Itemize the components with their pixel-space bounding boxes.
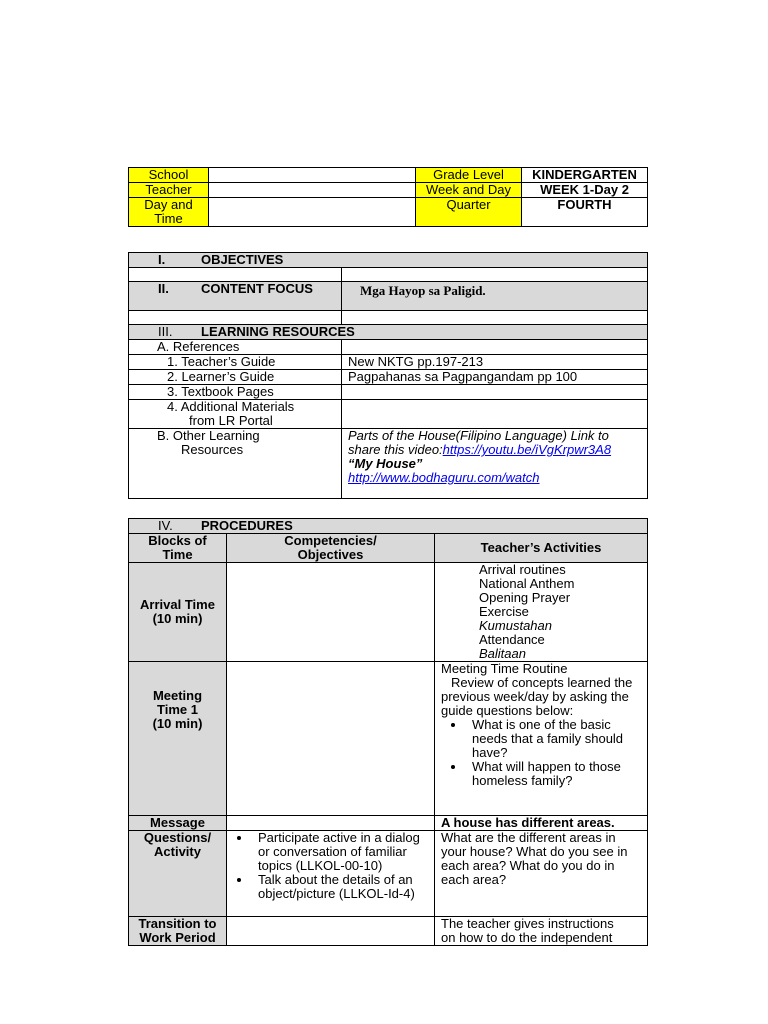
transition-activities: [435, 917, 648, 946]
meeting-review: Review of concepts learned the previous week/day by asking the guide questions below:: [441, 675, 633, 718]
week-day-value: WEEK 1-Day 2: [522, 183, 648, 198]
arrival-item: Arrival routines: [479, 562, 566, 577]
my-house-title: “My House”: [348, 456, 423, 471]
questions-activities: What are the different areas in your house? What do you see in each area? What do you do in each area?: [435, 831, 648, 917]
ref-additional-materials-value: [342, 400, 648, 429]
resources-title: LEARNING RESOURCES: [201, 324, 355, 339]
objectives-title: OBJECTIVES: [201, 252, 284, 267]
arrival-competencies: [227, 563, 435, 662]
content-focus-heading: [129, 282, 342, 311]
transition-text-line1: The teacher gives instructions: [441, 916, 614, 931]
content-focus-value: Mga Hayop sa Paligid.: [342, 282, 648, 311]
transition-label: [129, 917, 227, 946]
arrival-item: Exercise: [479, 604, 529, 619]
arrival-item: Kumustahan: [479, 618, 552, 633]
school-value: [209, 168, 416, 183]
school-label: School: [129, 168, 209, 183]
procedures-number: IV.: [158, 518, 173, 533]
transition-competencies: [227, 917, 435, 946]
col-teacher-activities: Teacher’s Activities: [435, 534, 648, 563]
header-table: [128, 167, 648, 227]
meeting-questions-list: [441, 718, 644, 788]
teacher-value: [209, 183, 416, 198]
ref-learners-guide-value: Pagpahanas sa Pagpangandam pp 100: [342, 370, 648, 385]
arrival-item: Opening Prayer: [479, 590, 571, 605]
day-time-label: [129, 198, 209, 227]
questions-line2: Activity: [154, 844, 201, 859]
other-resources-text: Parts of the House(Filipino Language) Link to: [348, 428, 609, 443]
additional-materials-line1: 4. Additional Materials: [167, 399, 295, 414]
additional-materials-line2: from LR Portal: [189, 413, 273, 428]
message-competencies: [227, 816, 435, 831]
arrival-line1: Arrival Time: [140, 597, 215, 612]
arrival-item: Attendance: [479, 632, 545, 647]
col-blocks-of-time: [129, 534, 227, 563]
questions-activity-label: [129, 831, 227, 917]
meeting-line3: (10 min): [152, 716, 203, 731]
resources-number: III.: [158, 324, 173, 339]
grade-level-label: Grade Level: [416, 168, 522, 183]
transition-line1: Transition to: [138, 916, 217, 931]
other-resources-label: [129, 429, 342, 499]
competency-item: • Participate active in a dialog or conversation of familiar topics (LLKOL-00-10): [252, 831, 431, 873]
meeting-line2: Time 1: [157, 702, 198, 717]
col-blocks-line2: Time: [162, 547, 193, 562]
content-number: II.: [158, 281, 169, 296]
message-label: Message: [129, 816, 227, 831]
objectives-right: [342, 268, 648, 282]
ref-textbook-pages-value: [342, 385, 648, 400]
col-comp-line1: Competencies/: [284, 533, 377, 548]
transition-text-line2: on how to do the independent: [441, 930, 613, 945]
meeting-competencies: [227, 662, 435, 816]
other-resources-value: [342, 429, 648, 499]
sections-table: [128, 252, 648, 499]
transition-line2: Work Period: [139, 930, 216, 945]
meeting-line1: Meeting: [152, 688, 203, 703]
questions-line1: Questions/: [143, 830, 212, 845]
ref-teachers-guide-value: New NKTG pp.197-213: [342, 355, 648, 370]
resources-heading: [129, 325, 648, 340]
meeting-time-label: [129, 662, 227, 816]
ref-textbook-pages-label: 3. Textbook Pages: [129, 385, 342, 400]
quarter-label: Quarter: [416, 198, 522, 227]
ref-learners-guide-label: 2. Learner’s Guide: [129, 370, 342, 385]
week-day-label: Week and Day: [416, 183, 522, 198]
ref-additional-materials-label: [129, 400, 342, 429]
day-time-value: [209, 198, 416, 227]
col-comp-line2: Objectives: [297, 547, 364, 562]
references-label: A. References: [129, 340, 342, 355]
references-value: [342, 340, 648, 355]
other-resources-text2: share this video:: [348, 442, 443, 457]
quarter-value: FOURTH: [522, 198, 648, 227]
teacher-label: Teacher: [129, 183, 209, 198]
arrival-item: Balitaan: [479, 646, 526, 661]
arrival-time-label: [129, 563, 227, 662]
meeting-routine: Meeting Time Routine: [441, 661, 568, 676]
meeting-question: • What will happen to those homeless family?: [466, 760, 644, 788]
arrival-activities: [435, 563, 648, 662]
content-title: CONTENT FOCUS: [201, 281, 313, 296]
ref-teachers-guide-label: 1. Teacher’s Guide: [129, 355, 342, 370]
other-resources-line2: Resources: [181, 442, 244, 457]
col-competencies: [227, 534, 435, 563]
other-resources-line1: B. Other Learning: [157, 428, 260, 443]
grade-level-value: KINDERGARTEN: [522, 168, 648, 183]
objectives-heading: [129, 253, 648, 268]
arrival-line2: (10 min): [152, 611, 203, 626]
meeting-activities: [435, 662, 648, 816]
procedures-title: PROCEDURES: [201, 518, 293, 533]
objectives-number: I.: [158, 252, 166, 267]
content-right: [342, 311, 648, 325]
procedures-table: [128, 518, 648, 946]
bodhaguru-link[interactable]: http://www.bodhaguru.com/watch: [348, 470, 540, 485]
objectives-left: [129, 268, 342, 282]
arrival-item: National Anthem: [479, 576, 575, 591]
message-value: A house has different areas.: [435, 816, 648, 831]
col-blocks-line1: Blocks of: [148, 533, 207, 548]
youtube-link[interactable]: https://youtu.be/iVgKrpwr3A8: [442, 442, 612, 457]
competency-item: • Talk about the details of an object/picture (LLKOL-Id-4): [252, 873, 431, 901]
meeting-question: • What is one of the basic needs that a family should have?: [466, 718, 644, 760]
day-time-label-line1: Day and: [144, 197, 193, 212]
procedures-heading: [129, 519, 648, 534]
questions-competencies: [227, 831, 435, 917]
day-time-label-line2: Time: [154, 211, 183, 226]
content-left: [129, 311, 342, 325]
